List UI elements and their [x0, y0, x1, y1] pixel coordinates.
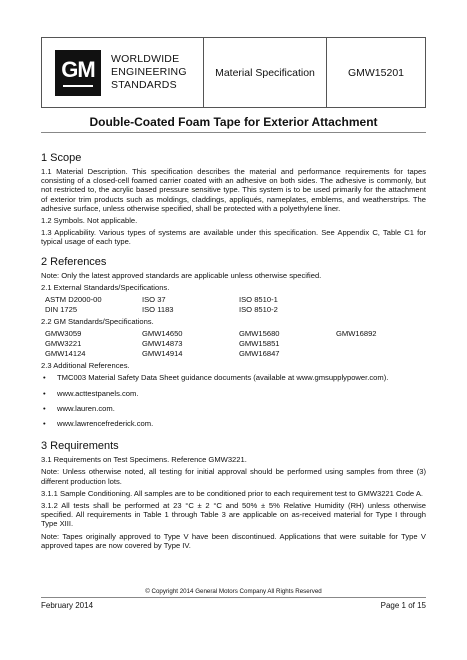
- standard-item: ISO 8510-2: [239, 305, 278, 315]
- gm-logo: [55, 50, 101, 96]
- standard-item: GMW14650: [142, 329, 183, 339]
- references-note: Note: Only the latest approved standards are applicable unless otherwise specified.: [41, 270, 322, 280]
- standard-item: GMW3221: [45, 339, 82, 349]
- gm-standards-heading: 2.2 GM Standards/Specifications.: [41, 317, 154, 327]
- org-line-1: WORLDWIDE: [111, 53, 180, 65]
- standard-item: ISO 1183: [142, 305, 174, 315]
- additional-references-list: [41, 373, 426, 428]
- list-item: • www.lauren.com.: [41, 404, 426, 413]
- additional-references-heading: 2.3 Additional References.: [41, 361, 130, 371]
- standard-item: GMW16847: [239, 349, 280, 359]
- doc-number: GMW15201: [347, 66, 405, 79]
- standard-item: GMW14914: [142, 349, 183, 359]
- list-item: • www.lawrencefrederick.com.: [41, 419, 426, 428]
- document-title: Double-Coated Foam Tape for Exterior Attachment: [89, 115, 378, 129]
- copyright-notice: © Copyright 2014 General Motors Company All Rights Reserved: [145, 588, 322, 595]
- doc-type: Material Specification: [204, 38, 327, 107]
- standard-item: GMW14873: [142, 339, 183, 349]
- scope-heading: 1 Scope: [41, 152, 82, 164]
- gm-logo-underline: [63, 85, 93, 87]
- list-item: • TMC003 Material Safety Data Sheet guidance documents (available at www.gmsupplypower.com).: [41, 373, 426, 382]
- standard-item: ASTM D2000-00: [45, 295, 102, 305]
- gm-standards-list: [41, 329, 426, 359]
- standard-item: DIN 1725: [45, 305, 78, 315]
- standard-item: GMW14124: [45, 349, 86, 359]
- standard-item: [336, 305, 430, 315]
- standard-item: ISO 37: [142, 295, 166, 305]
- scope-material-description: 1.1 Material Description. This specification describes the material and performance requirements for tapes consisting of a closed-cell foamed carrier coated with an adhesive on both sides. The adhesive is commonly, but not restricted to, the acrylic based pressure sensitive type. This system is to be used primarily for the attachment of exterior trim products such as moldings, claddings, appliqués, nameplates, emblems, and weatherstrips. The adhesive surface, unless otherwise specified, shall be protected with a polyethylene liner.: [41, 167, 426, 213]
- scope-applicability: 1.3 Applicability. Various types of systems are available under this specification. See Appendix C, Table C1 for typical usage of each type.: [41, 228, 426, 247]
- standard-item: GMW15680: [239, 329, 280, 339]
- requirements-sample-conditioning: 3.1.1 Sample Conditioning. All samples are to be conditioned prior to each requirement test to GMW3221 Code A.: [41, 488, 424, 498]
- requirements-heading: 3 Requirements: [41, 440, 119, 453]
- references-heading: 2 References: [41, 255, 107, 268]
- requirements-note-type-v: Note: Tapes originally approved to Type V have been discontinued. Applications that were suitable for Type V approved tapes are now covered by Type IV.: [41, 531, 426, 550]
- standard-item: GMW16892: [336, 329, 377, 339]
- requirements-test-conditions: 3.1.2 All tests shall be performed at 23 °C ± 2 °C and 50% ± 5% Relative Humidity (RH) unless otherwise specified. All requirements in Table 1 through Table 3 are applicable on as-received material for Type I through Type XIII.: [41, 501, 426, 529]
- standard-item: ISO 8510-1: [239, 295, 278, 305]
- header-logo-cell: [42, 38, 204, 107]
- gm-logo-text: GM: [61, 56, 95, 82]
- scope-symbols: 1.2 Symbols. Not applicable.: [41, 216, 138, 226]
- footer-date: February 2014: [41, 601, 94, 610]
- document-header: [41, 37, 426, 108]
- standard-item: GMW3059: [45, 329, 82, 339]
- requirements-note-lots: Note: Unless otherwise noted, all testing for initial approval should be performed using samples from three (3) different production lots.: [41, 467, 426, 486]
- org-name: [111, 53, 187, 92]
- external-standards-list: [41, 295, 426, 315]
- org-line-2: ENGINEERING: [111, 66, 187, 78]
- list-item: • www.acttestpanels.com.: [41, 389, 426, 398]
- requirements-test-specimens: 3.1 Requirements on Test Specimens. Reference GMW3221.: [41, 455, 247, 465]
- org-line-3: STANDARDS: [111, 79, 177, 91]
- external-standards-heading: 2.1 External Standards/Specifications.: [41, 282, 170, 292]
- standard-item: [336, 339, 430, 349]
- document-body: [41, 152, 426, 553]
- footer-divider: [41, 597, 426, 598]
- title-divider: [41, 132, 426, 133]
- standard-item: [336, 295, 430, 305]
- footer-page-number: Page 1 of 15: [380, 601, 426, 610]
- standard-item: [336, 349, 430, 359]
- standard-item: GMW15851: [239, 339, 280, 349]
